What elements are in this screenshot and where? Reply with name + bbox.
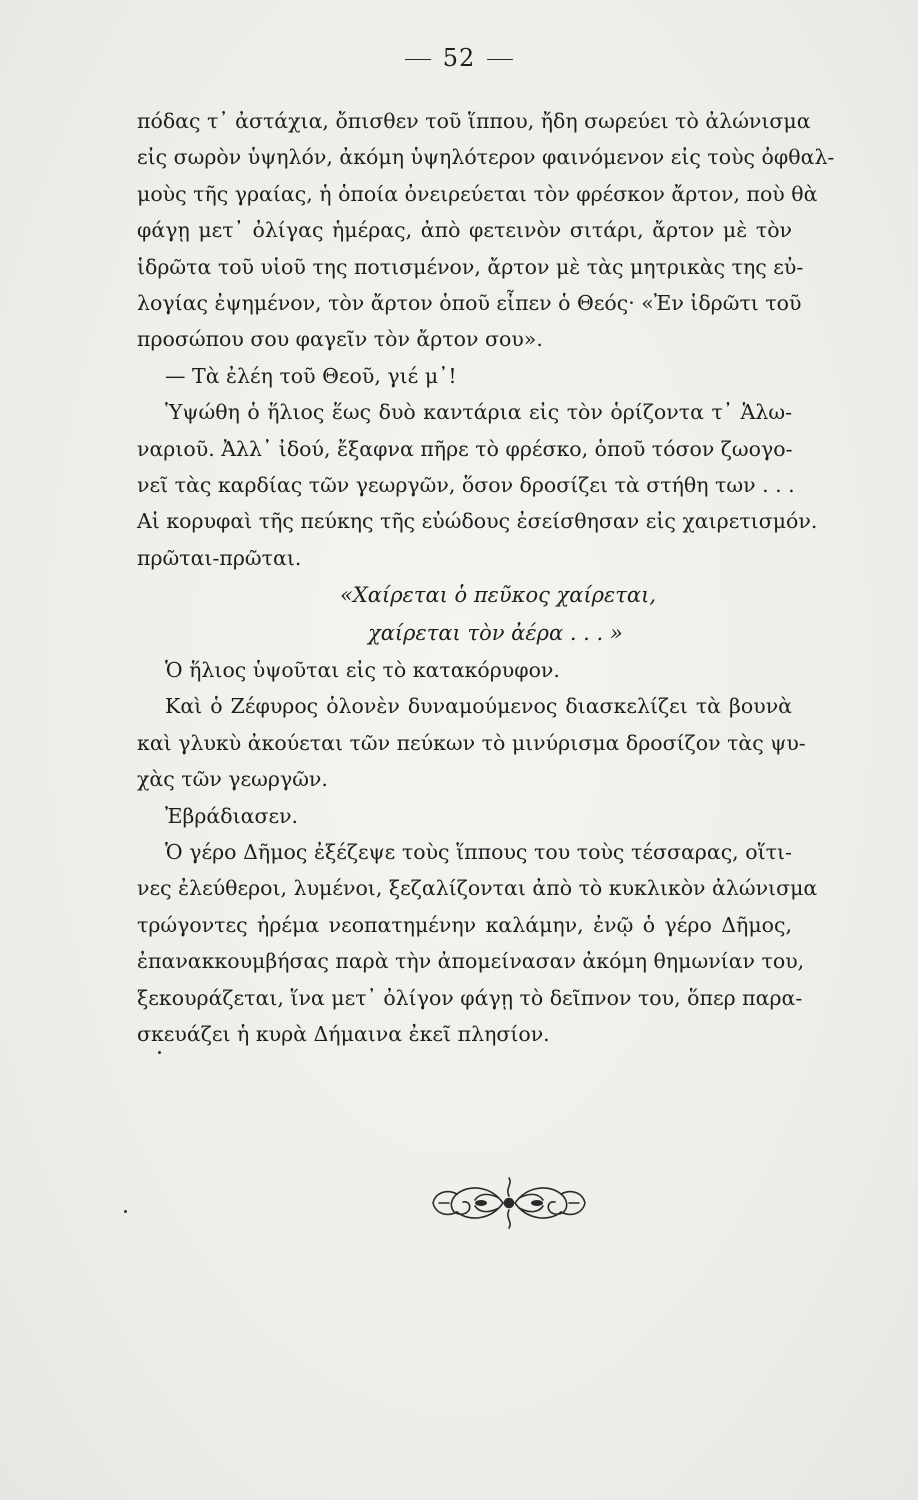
text-line: Ὁ γέρο Δῆμος ἐξέζεψε τοὺς ἵππους του τοὺς τέσσαρας, οἵτι- bbox=[165, 840, 792, 865]
page-number bbox=[0, 44, 918, 72]
stray-dot bbox=[124, 1210, 127, 1213]
text-line: νεῖ τὰς καρδίας τῶν γεωργῶν, ὅσον δροσίζει τὰ στήθη των . . . bbox=[137, 472, 795, 497]
text-line: χὰς τῶν γεωργῶν. bbox=[137, 767, 328, 792]
text-line: νες ἐλεύθεροι, λυμένοι, ξεζαλίζονται ἀπὸ τὸ κυκλικὸν ἀλώνισμα bbox=[137, 876, 818, 901]
text-line: Καὶ ὁ Ζέφυρος ὁλονὲν δυναμούμενος διασκελίζει τὰ βουνὰ bbox=[165, 694, 792, 719]
text-line-evening: Ἐβράδιασεν. bbox=[165, 803, 299, 828]
text-line: σκευάζει ἡ κυρὰ Δήμαινα ἐκεῖ πλησίον. bbox=[137, 1021, 550, 1046]
dash-left bbox=[405, 59, 431, 60]
text-line: προσώπου σου φαγεῖν τὸν ἄρτον σου». bbox=[137, 327, 543, 352]
paragraph-sun bbox=[137, 394, 818, 576]
dialogue-line: — Τὰ ἐλέη τοῦ Θεοῦ, γιέ μ᾽! bbox=[165, 363, 457, 388]
page-number-value: 52 bbox=[442, 44, 476, 72]
verse-line: χαίρεται τὸν ἀέρα . . . » bbox=[368, 621, 623, 646]
text-line: πρῶται-πρῶται. bbox=[137, 545, 302, 570]
text-line: ἐπανακκουμβήσας παρὰ τὴν ἀπομείνασαν ἀκόμη θημωνίαν του, bbox=[137, 949, 805, 974]
body-text bbox=[137, 103, 835, 1052]
paragraph-bread bbox=[137, 103, 835, 358]
text-line: φάγῃ μετ᾽ ὀλίγας ἡμέρας, ἀπὸ φετεινὸν σιτάρι, ἄρτον μὲ τὸν bbox=[137, 218, 792, 243]
verse-quote bbox=[137, 576, 792, 652]
dash-right bbox=[487, 59, 513, 60]
paragraph-zephyr bbox=[137, 688, 806, 797]
text-line: Αἱ κορυφαὶ τῆς πεύκης τῆς εὐώδους ἐσείσθησαν εἰς χαιρετισμόν. bbox=[137, 509, 818, 534]
stray-dot bbox=[158, 1051, 161, 1054]
text-line: Ὑψώθη ὁ ἥλιος ἕως δυὸ καντάρια εἰς τὸν ὁρίζοντα τ᾽ Ἁλω- bbox=[165, 400, 792, 425]
text-line: μοὺς τῆς γραίας, ἡ ὁποία ὀνειρεύεται τὸν φρέσκον ἄρτον, ποὺ θὰ bbox=[137, 181, 818, 206]
text-line: ναριοῦ. Ἀλλ᾽ ἰδού, ἔξαφνα πῆρε τὸ φρέσκο, ὁποῦ τόσον ζωογο- bbox=[137, 436, 793, 461]
text-line: λογίας ἐψημένον, τὸν ἄρτον ὁποῦ εἶπεν ὁ Θεός· «Ἐν ἱδρῶτι τοῦ bbox=[137, 290, 802, 315]
text-line: ξεκουράζεται, ἵνα μετ᾽ ὀλίγον φάγῃ τὸ δεῖπνον του, ὅπερ παρα- bbox=[137, 985, 803, 1010]
text-line: πόδας τ᾽ ἀστάχια, ὄπισθεν τοῦ ἵππου, ἤδη σωρεύει τὸ ἀλώνισμα bbox=[137, 109, 811, 133]
text-line: εἰς σωρὸν ὑψηλόν, ἀκόμη ὑψηλότερον φαινόμενον εἰς τοὺς ὀφθαλ- bbox=[137, 145, 835, 170]
text-line: καὶ γλυκὺ ἀκούεται τῶν πεύκων τὸ μινύρισμα δροσίζον τὰς ψυ- bbox=[137, 730, 806, 755]
paragraph-closing bbox=[137, 834, 818, 1052]
text-line-sun-vertical: Ὁ ἥλιος ὑψοῦται εἰς τὸ κατακόρυφον. bbox=[165, 658, 560, 683]
verse-line: «Χαίρεται ὁ πεῦκος χαίρεται, bbox=[340, 583, 657, 608]
floral-tailpiece-icon bbox=[429, 1176, 589, 1230]
text-line: ἱδρῶτα τοῦ υἱοῦ της ποτισμένον, ἄρτον μὲ τὰς μητρικὰς της εὐ- bbox=[137, 254, 804, 279]
text-line: τρώγοντες ἠρέμα νεοπατημένην καλάμην, ἐνῷ ὁ γέρο Δῆμος, bbox=[137, 912, 792, 937]
